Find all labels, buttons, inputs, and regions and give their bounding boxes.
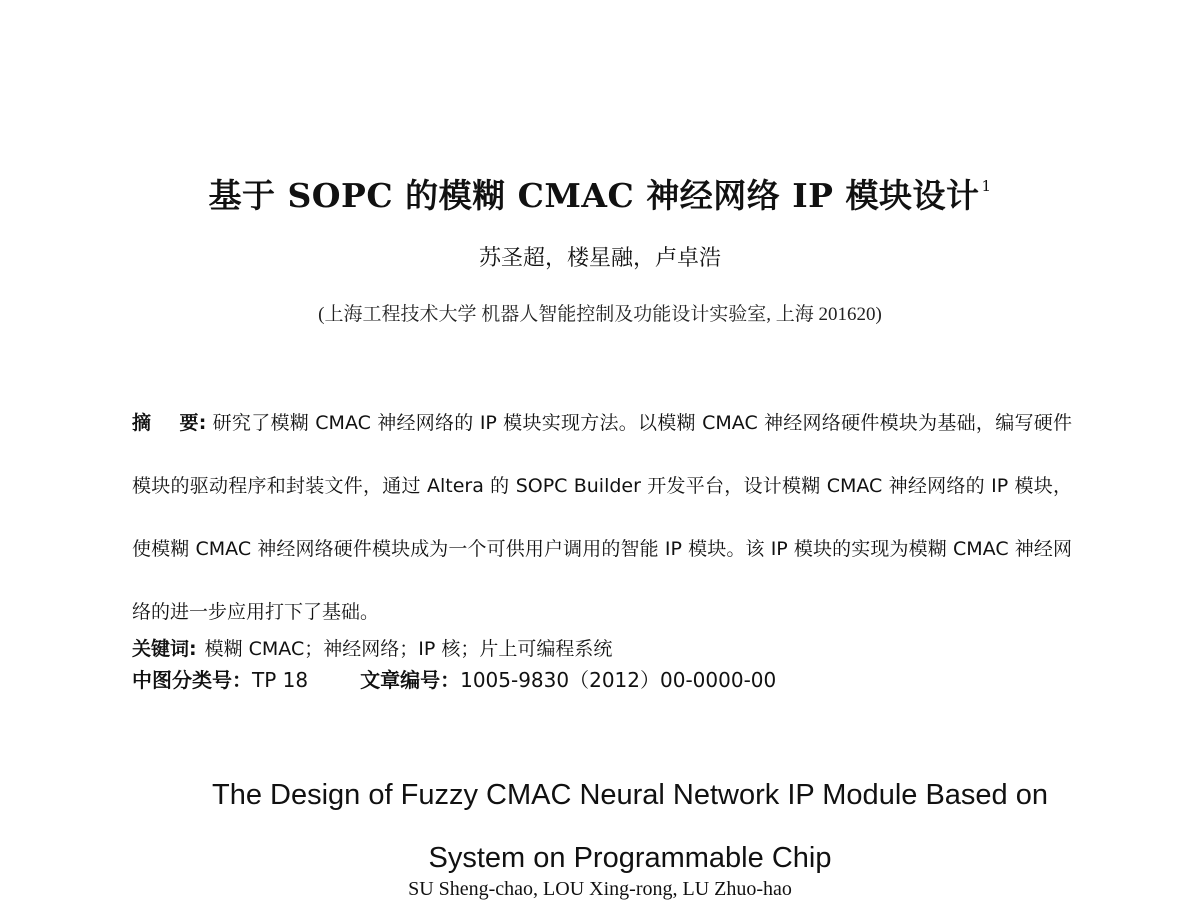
abstract-label-part1: 摘: [132, 412, 152, 434]
chinese-title: [0, 170, 1200, 217]
abstract-text: 研究了模糊 CMAC 神经网络的 IP 模块实现方法。以模糊 CMAC 神经网络硬件模块为基础，编写硬件模块的驱动程序和封装文件，通过 Altera 的 SOPC Builder 开发平台，设计模糊 CMAC 神经网络的 IP 模块，使模糊 CMAC 神经网络硬件模块成为一个可供用户调用的智能 IP 模块。该 IP 模块的实现为模糊 CMAC 神经网络的进一步应用打下了基础。: [132, 412, 1072, 623]
clc-value: TP 18: [252, 668, 309, 692]
title-footnote-marker: 1: [981, 177, 992, 195]
chinese-title-text: 基于 SOPC 的模糊 CMAC 神经网络 IP 模块设计: [208, 176, 980, 215]
article-number-label: 文章编号：: [360, 668, 461, 692]
english-authors: SU Sheng-chao, LOU Xing-rong, LU Zhuo-hao: [408, 878, 792, 900]
keywords-text: 模糊 CMAC；神经网络；IP 核；片上可编程系统: [204, 638, 613, 660]
abstract-label: [132, 412, 206, 434]
abstract-label-part2: 要:: [179, 412, 207, 434]
classification-line: [132, 664, 1072, 693]
english-title: The Design of Fuzzy CMAC Neural Network IP Module Based on System on Programmable Chip: [212, 779, 1048, 874]
keywords-label: 关键词:: [132, 638, 197, 660]
chinese-authors: 苏圣超，楼星融，卢卓浩: [478, 246, 721, 271]
clc-label: 中图分类号：: [132, 668, 252, 692]
article-number-value: 1005-9830（2012）00-0000-00: [460, 668, 777, 692]
keywords-line: [132, 634, 1072, 661]
abstract-paragraph: [132, 392, 1072, 644]
chinese-affiliation: (上海工程技术大学 机器人智能控制及功能设计实验室, 上海 201620): [318, 304, 882, 325]
